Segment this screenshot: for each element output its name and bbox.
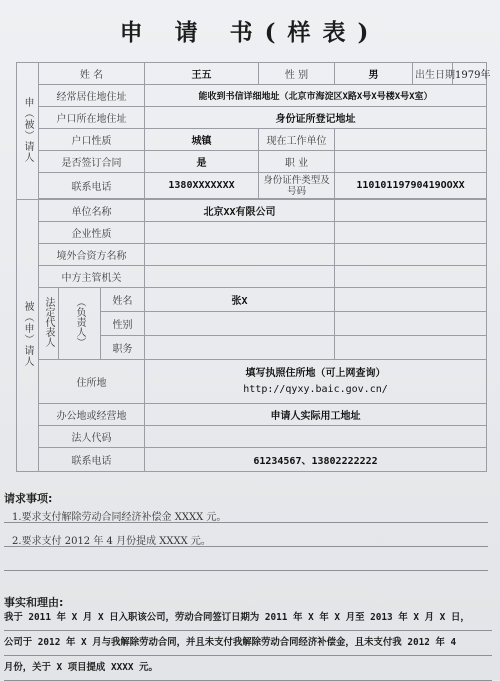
- address-value[interactable]: 能收到书信详细地址（北京市海淀区X路X号X号楼X号X室）: [145, 85, 487, 107]
- requests-line-3: [4, 570, 488, 571]
- job-label: 职 业: [259, 151, 335, 173]
- lr-gender-value[interactable]: [145, 312, 335, 336]
- legal-rep-label: 法定代表人: [39, 288, 59, 360]
- unit-label: 单位名称: [39, 200, 145, 222]
- nature-extra[interactable]: [335, 222, 487, 244]
- resp-address-value[interactable]: [145, 360, 487, 404]
- request-item-1[interactable]: 1.要求支付解除劳动合同经济补偿金 XXXX 元。: [12, 512, 227, 523]
- cn-value[interactable]: [145, 266, 335, 288]
- respondent-section-label: 被（申）请人: [17, 200, 39, 472]
- unit-value[interactable]: 北京XX有限公司: [145, 200, 335, 222]
- lr-name-label: 姓名: [101, 288, 145, 312]
- lr-job-extra[interactable]: [335, 336, 487, 360]
- gender-label: 性 别: [259, 63, 335, 85]
- address-label: 经常居住地住址: [39, 85, 145, 107]
- resp-address-line1: 填写执照住所地（可上网查询）: [245, 367, 386, 379]
- id-label: 身份证件类型及号码: [259, 173, 335, 199]
- name-value[interactable]: 王五: [145, 63, 259, 85]
- resp-address-label: 住所地: [39, 360, 145, 404]
- id-value[interactable]: 11010119790419OOXX: [335, 173, 487, 199]
- birth-value[interactable]: 1979年: [453, 63, 487, 85]
- foreign-extra[interactable]: [335, 244, 487, 266]
- gender-value[interactable]: 男: [335, 63, 413, 85]
- birth-label: 出生日期: [413, 63, 453, 85]
- job-value[interactable]: [335, 151, 487, 173]
- foreign-label: 境外合资方名称: [39, 244, 145, 266]
- office-label: 办公地或经营地: [39, 404, 145, 426]
- hukou-label: 户口所在地住址: [39, 107, 145, 129]
- contract-label: 是否签订合同: [39, 151, 145, 173]
- foreign-value[interactable]: [145, 244, 335, 266]
- facts-body[interactable]: [4, 606, 492, 681]
- applicant-section-label: 申（被）请人: [17, 63, 39, 200]
- facts-line-3: 月份，关于 X 项目提成 XXXX 元。: [4, 656, 492, 681]
- legal-rep-sub-label: （负责人）: [59, 288, 101, 360]
- work-unit-value[interactable]: [335, 129, 487, 151]
- facts-title: 事实和理由:: [4, 596, 64, 609]
- requests-title: 请求事项:: [4, 492, 53, 505]
- hukou-value[interactable]: 身份证所登记地址: [145, 107, 487, 129]
- lr-job-label: 职务: [101, 336, 145, 360]
- phone-value[interactable]: 1380XXXXXXX: [145, 173, 259, 199]
- lr-name-value[interactable]: 张X: [145, 288, 335, 312]
- work-unit-label: 现在工作单位: [259, 129, 335, 151]
- nature-label: 企业性质: [39, 222, 145, 244]
- application-form-table: [16, 62, 491, 472]
- name-label: 姓 名: [39, 63, 145, 85]
- resp-phone-label: 联系电话: [39, 448, 145, 472]
- resp-phone-value[interactable]: 61234567、13802222222: [145, 448, 487, 472]
- office-value[interactable]: 申请人实际用工地址: [145, 404, 487, 426]
- lr-gender-label: 性别: [101, 312, 145, 336]
- cn-extra[interactable]: [335, 266, 487, 288]
- request-item-2[interactable]: 2.要求支付 2012 年 4 月份提成 XXXX 元。: [12, 536, 211, 547]
- cn-label: 中方主管机关: [39, 266, 145, 288]
- hukou-type-value[interactable]: 城镇: [145, 129, 259, 151]
- lr-job-value[interactable]: [145, 336, 335, 360]
- resp-address-line2: http://qyxy.baic.gov.cn/: [243, 383, 388, 395]
- code-value[interactable]: [145, 426, 487, 448]
- unit-extra[interactable]: [335, 200, 487, 222]
- nature-value[interactable]: [145, 222, 335, 244]
- lr-name-extra[interactable]: [335, 288, 487, 312]
- contract-value[interactable]: 是: [145, 151, 259, 173]
- code-label: 法人代码: [39, 426, 145, 448]
- lr-gender-extra[interactable]: [335, 312, 487, 336]
- facts-line-2: 公司于 2012 年 X 月与我解除劳动合同，并且未支付我解除劳动合同经济补偿金，且未支付我 2012 年 4: [4, 631, 492, 656]
- hukou-type-label: 户口性质: [39, 129, 145, 151]
- page-title: 申 请 书(样表): [119, 19, 381, 46]
- phone-label: 联系电话: [39, 173, 145, 199]
- facts-line-1: 我于 2011 年 X 月 X 日入职该公司，劳动合同签订日期为 2011 年 X 年 X 月至 2013 年 X 月 X 日，: [4, 606, 492, 631]
